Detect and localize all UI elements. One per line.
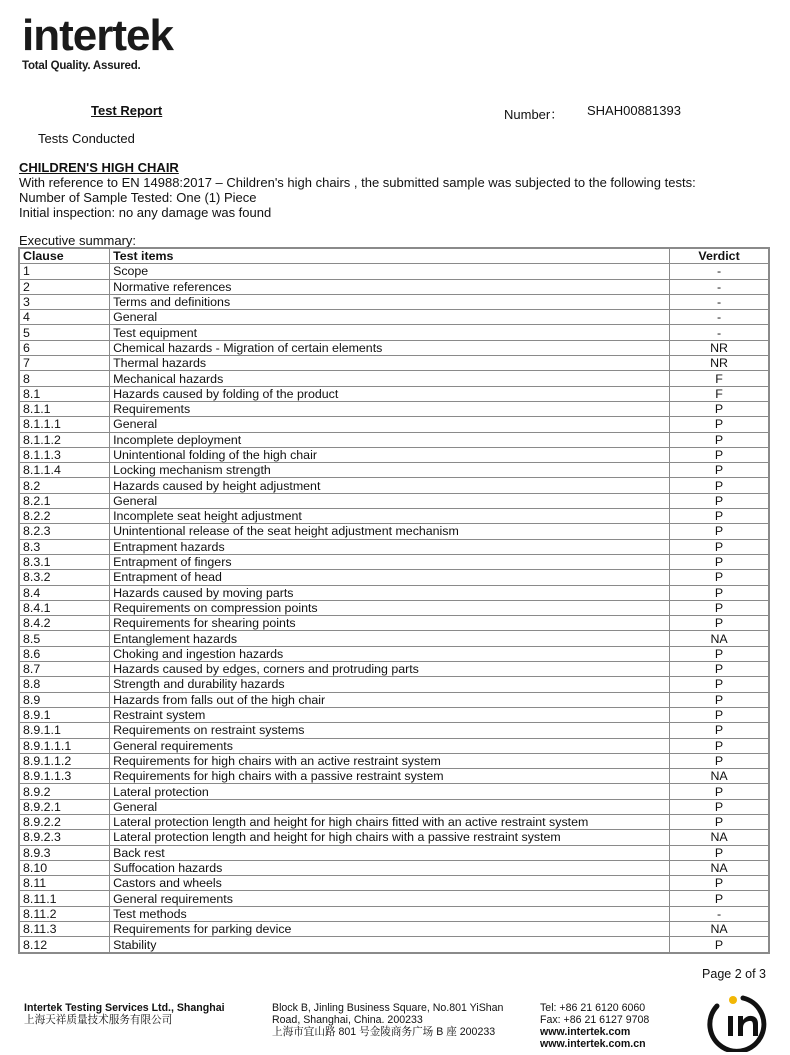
verdict-cell: P — [670, 478, 769, 493]
table-row — [19, 417, 769, 432]
verdict-cell: F — [670, 386, 769, 401]
clause-cell: 8.2.1 — [19, 493, 110, 508]
table-row — [19, 539, 769, 554]
test-item-cell: Requirements — [110, 401, 670, 416]
footer-address-line: Road, Shanghai, China. 200233 — [272, 1014, 423, 1026]
verdict-cell: - — [670, 279, 769, 294]
table-row — [19, 294, 769, 309]
verdict-cell: NA — [670, 769, 769, 784]
test-item-cell: Stability — [110, 937, 670, 953]
test-item-cell: General — [110, 799, 670, 814]
verdict-cell: P — [670, 692, 769, 707]
clause-cell: 8.9.2.3 — [19, 830, 110, 845]
table-row — [19, 799, 769, 814]
table-row — [19, 738, 769, 753]
clause-cell: 3 — [19, 294, 110, 309]
footer-contact — [540, 1002, 649, 1050]
table-row — [19, 784, 769, 799]
clause-cell: 8.3 — [19, 539, 110, 554]
clause-cell: 8.4.1 — [19, 600, 110, 615]
clause-cell: 8.9.1.1.1 — [19, 738, 110, 753]
test-item-cell: Incomplete deployment — [110, 432, 670, 447]
verdict-cell: P — [670, 814, 769, 829]
clause-cell: 8.9 — [19, 692, 110, 707]
test-item-cell: Suffocation hazards — [110, 860, 670, 875]
executive-summary-table — [18, 247, 770, 954]
test-item-cell: Entrapment of head — [110, 570, 670, 585]
test-item-cell: Hazards from falls out of the high chair — [110, 692, 670, 707]
footer-address — [272, 1002, 503, 1038]
table-header-row — [19, 248, 769, 264]
verdict-cell: P — [670, 432, 769, 447]
test-item-cell: General — [110, 493, 670, 508]
test-item-cell: Hazards caused by moving parts — [110, 585, 670, 600]
footer-address-cn: 上海市宜山路 801 号金陵商务广场 B 座 200233 — [272, 1026, 496, 1038]
test-item-cell: Requirements on restraint systems — [110, 723, 670, 738]
test-item-cell: Locking mechanism strength — [110, 463, 670, 478]
verdict-cell: - — [670, 310, 769, 325]
verdict-cell: NA — [670, 830, 769, 845]
test-item-cell: Entrapment of fingers — [110, 554, 670, 569]
test-item-cell: Requirements for high chairs with an active restraint system — [110, 753, 670, 768]
table-row — [19, 937, 769, 953]
table-row — [19, 478, 769, 493]
clause-cell: 2 — [19, 279, 110, 294]
clause-cell: 8.1.1.1 — [19, 417, 110, 432]
test-item-cell: Chemical hazards - Migration of certain elements — [110, 340, 670, 355]
test-item-cell: Requirements on compression points — [110, 600, 670, 615]
footer-website-cn[interactable]: www.intertek.com.cn — [540, 1038, 646, 1050]
table-row — [19, 616, 769, 631]
clause-cell: 8.3.2 — [19, 570, 110, 585]
test-item-cell: Entanglement hazards — [110, 631, 670, 646]
test-item-cell: General requirements — [110, 738, 670, 753]
verdict-cell: P — [670, 891, 769, 906]
test-item-cell: Test equipment — [110, 325, 670, 340]
clause-cell: 8.11.3 — [19, 922, 110, 937]
clause-cell: 8.9.3 — [19, 845, 110, 860]
table-row — [19, 356, 769, 371]
clause-cell: 8.9.2 — [19, 784, 110, 799]
test-item-cell: Requirements for parking device — [110, 922, 670, 937]
clause-cell: 8.9.1.1 — [19, 723, 110, 738]
verdict-cell: NA — [670, 860, 769, 875]
test-item-cell: Test methods — [110, 906, 670, 921]
verdict-cell: P — [670, 539, 769, 554]
verdict-cell: P — [670, 738, 769, 753]
logo-wordmark: intertek — [22, 11, 173, 60]
clause-cell: 8.11 — [19, 876, 110, 891]
clause-cell: 8.9.1.1.2 — [19, 753, 110, 768]
test-item-cell: General — [110, 310, 670, 325]
test-item-cell: Castors and wheels — [110, 876, 670, 891]
table-body — [19, 264, 769, 953]
test-item-cell: Hazards caused by height adjustment — [110, 478, 670, 493]
clause-cell: 8.2.3 — [19, 524, 110, 539]
verdict-cell: P — [670, 585, 769, 600]
page-number: Page 2 of 3 — [702, 967, 766, 981]
verdict-cell: P — [670, 677, 769, 692]
table-row — [19, 570, 769, 585]
table-row — [19, 707, 769, 722]
clause-cell: 7 — [19, 356, 110, 371]
clause-cell: 8.11.2 — [19, 906, 110, 921]
verdict-cell: NR — [670, 356, 769, 371]
clause-cell: 8.3.1 — [19, 554, 110, 569]
verdict-cell: P — [670, 876, 769, 891]
verdict-cell: P — [670, 753, 769, 768]
clause-cell: 8.9.2.2 — [19, 814, 110, 829]
verdict-cell: - — [670, 906, 769, 921]
table-row — [19, 524, 769, 539]
test-item-cell: Lateral protection length and height for high chairs with a passive restraint system — [110, 830, 670, 845]
test-item-cell: Mechanical hazards — [110, 371, 670, 386]
verdict-cell: P — [670, 417, 769, 432]
test-item-cell: Unintentional folding of the high chair — [110, 447, 670, 462]
clause-cell: 5 — [19, 325, 110, 340]
clause-cell: 8.9.1.1.3 — [19, 769, 110, 784]
clause-cell: 8.1 — [19, 386, 110, 401]
footer-company — [24, 1002, 225, 1026]
footer-website[interactable]: www.intertek.com — [540, 1026, 631, 1038]
verdict-cell: P — [670, 646, 769, 661]
intro-line: Initial inspection: no any damage was found — [19, 205, 272, 220]
clause-cell: 8.11.1 — [19, 891, 110, 906]
footer-company-name-cn: 上海天祥质量技术服务有限公司 — [24, 1014, 173, 1026]
clause-cell: 6 — [19, 340, 110, 355]
clause-cell: 8.9.2.1 — [19, 799, 110, 814]
verdict-cell: P — [670, 799, 769, 814]
verdict-cell: P — [670, 784, 769, 799]
footer-address-line: Block B, Jinling Business Square, No.801 YiShan — [272, 1002, 504, 1014]
clause-cell: 8.12 — [19, 937, 110, 953]
verdict-cell: P — [670, 401, 769, 416]
clause-cell: 8.7 — [19, 662, 110, 677]
table-row — [19, 922, 769, 937]
table-row — [19, 906, 769, 921]
column-header-verdict: Verdict — [670, 248, 769, 264]
verdict-cell: P — [670, 554, 769, 569]
table-row — [19, 340, 769, 355]
verdict-cell: P — [670, 447, 769, 462]
verdict-cell: P — [670, 845, 769, 860]
intro-line: With reference to EN 14988:2017 – Children's high chairs , the submitted sample was subjected to the following tests: — [19, 175, 696, 190]
verdict-cell: P — [670, 570, 769, 585]
table-row — [19, 891, 769, 906]
table-row — [19, 310, 769, 325]
test-item-cell: Scope — [110, 264, 670, 279]
table-row — [19, 677, 769, 692]
report-number-value: SHAH00881393 — [587, 103, 681, 118]
test-item-cell: General requirements — [110, 891, 670, 906]
table-row — [19, 279, 769, 294]
verdict-cell: NA — [670, 922, 769, 937]
table-row — [19, 447, 769, 462]
verdict-cell: P — [670, 937, 769, 953]
table-row — [19, 753, 769, 768]
test-item-cell: Strength and durability hazards — [110, 677, 670, 692]
report-title: Test Report — [91, 103, 163, 118]
verdict-cell: NR — [670, 340, 769, 355]
verdict-cell: F — [670, 371, 769, 386]
footer-tel: Tel: +86 21 6120 6060 — [540, 1002, 646, 1014]
table-row — [19, 509, 769, 524]
clause-cell: 8.2.2 — [19, 509, 110, 524]
table-row — [19, 646, 769, 661]
table-row — [19, 631, 769, 646]
table-row — [19, 723, 769, 738]
table-row — [19, 769, 769, 784]
clause-cell: 8.2 — [19, 478, 110, 493]
table-row — [19, 600, 769, 615]
test-item-cell: Back rest — [110, 845, 670, 860]
test-item-cell: Lateral protection — [110, 784, 670, 799]
verdict-cell: P — [670, 463, 769, 478]
clause-cell: 8.1.1 — [19, 401, 110, 416]
product-heading: CHILDREN'S HIGH CHAIR — [19, 160, 179, 175]
test-item-cell: Incomplete seat height adjustment — [110, 509, 670, 524]
clause-cell: 8.1.1.2 — [19, 432, 110, 447]
test-item-cell: Requirements for shearing points — [110, 616, 670, 631]
test-item-cell: Restraint system — [110, 707, 670, 722]
section-title: Tests Conducted — [38, 131, 135, 146]
table-row — [19, 662, 769, 677]
verdict-cell: P — [670, 707, 769, 722]
intro-line: Number of Sample Tested: One (1) Piece — [19, 190, 257, 205]
footer-fax: Fax: +86 21 6127 9708 — [540, 1014, 650, 1026]
verdict-cell: - — [670, 325, 769, 340]
test-item-cell: Entrapment hazards — [110, 539, 670, 554]
test-item-cell: Hazards caused by folding of the product — [110, 386, 670, 401]
footer-company-name: Intertek Testing Services Ltd., Shanghai — [24, 1002, 225, 1014]
table-row — [19, 692, 769, 707]
table-row — [19, 554, 769, 569]
test-item-cell: Lateral protection length and height for high chairs fitted with an active restraint system — [110, 814, 670, 829]
intertek-emblem-icon — [705, 992, 775, 1052]
verdict-cell: P — [670, 509, 769, 524]
clause-cell: 8 — [19, 371, 110, 386]
table-row — [19, 264, 769, 279]
table-row — [19, 432, 769, 447]
logo-tagline: Total Quality. Assured. — [22, 60, 141, 72]
report-number-label: Number： — [504, 107, 564, 122]
intertek-logo — [22, 11, 173, 72]
clause-cell: 8.4 — [19, 585, 110, 600]
table-row — [19, 401, 769, 416]
table-row — [19, 463, 769, 478]
table-row — [19, 845, 769, 860]
intro-block — [19, 160, 696, 220]
verdict-cell: P — [670, 600, 769, 615]
verdict-cell: P — [670, 524, 769, 539]
verdict-cell: P — [670, 662, 769, 677]
clause-cell: 8.1.1.3 — [19, 447, 110, 462]
table-row — [19, 876, 769, 891]
clause-cell: 8.10 — [19, 860, 110, 875]
clause-cell: 4 — [19, 310, 110, 325]
verdict-cell: NA — [670, 631, 769, 646]
table-row — [19, 814, 769, 829]
table-row — [19, 493, 769, 508]
executive-summary-label: Executive summary: — [19, 233, 137, 248]
verdict-cell: - — [670, 294, 769, 309]
test-item-cell: Hazards caused by edges, corners and protruding parts — [110, 662, 670, 677]
table-row — [19, 585, 769, 600]
verdict-cell: P — [670, 616, 769, 631]
test-item-cell: Choking and ingestion hazards — [110, 646, 670, 661]
table-row — [19, 830, 769, 845]
verdict-cell: - — [670, 264, 769, 279]
test-item-cell: Terms and definitions — [110, 294, 670, 309]
test-item-cell: Requirements for high chairs with a passive restraint system — [110, 769, 670, 784]
clause-cell: 8.1.1.4 — [19, 463, 110, 478]
table-row — [19, 371, 769, 386]
column-header-test-items: Test items — [110, 248, 670, 264]
test-item-cell: General — [110, 417, 670, 432]
test-item-cell: Thermal hazards — [110, 356, 670, 371]
verdict-cell: P — [670, 493, 769, 508]
clause-cell: 1 — [19, 264, 110, 279]
table-row — [19, 860, 769, 875]
clause-cell: 8.5 — [19, 631, 110, 646]
table-row — [19, 325, 769, 340]
clause-cell: 8.4.2 — [19, 616, 110, 631]
column-header-clause: Clause — [19, 248, 110, 264]
clause-cell: 8.8 — [19, 677, 110, 692]
clause-cell: 8.9.1 — [19, 707, 110, 722]
clause-cell: 8.6 — [19, 646, 110, 661]
test-item-cell: Normative references — [110, 279, 670, 294]
table-row — [19, 386, 769, 401]
verdict-cell: P — [670, 723, 769, 738]
test-item-cell: Unintentional release of the seat height adjustment mechanism — [110, 524, 670, 539]
